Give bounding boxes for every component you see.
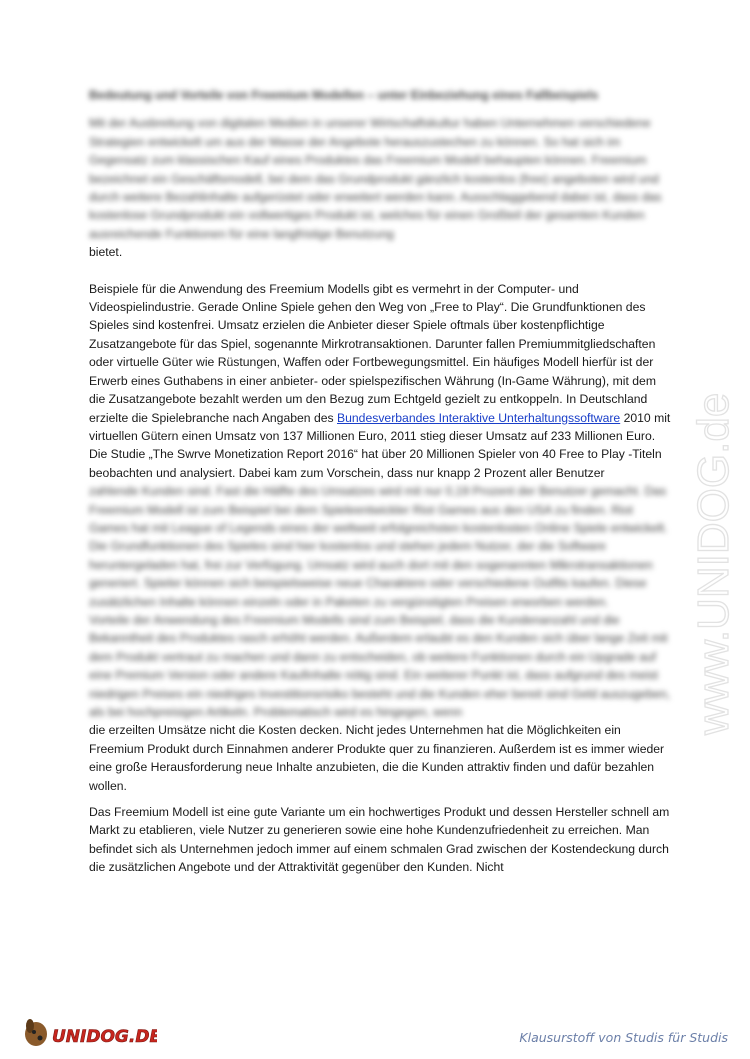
biu-link[interactable]: Bundesverbandes Interaktive Unterhaltungssoftware bbox=[337, 410, 621, 425]
intro-paragraph-end: bietet. bbox=[89, 245, 123, 260]
examples-text: Beispiele für die Anwendung des Freemium Modells gibt es vermehrt in der Computer- und Videospielindustrie. Gerade Online Spiele gehen den Weg von „Free to Play“. Die Grundfunktionen des Spieles sind kostenfrei. Umsatz erzielen die Anbieter dieser Spiele oftmals über kostenpflichtige Zusatzangebote für das Spiel, sogenannte Mirkrotransaktionen. Darunter fallen Premiummitgliedschaften oder virtuelle Güter wie Rüstungen, Waffen oder Fortbewegungsmittel. Ein häufiges Modell hierfür ist der Erwerb eines Guthabens in einer anbieter- oder spielspezifischen Währung (In-Game Währung), mit dem die Zusatzangebote bezahlt werden um den Bezug zum Echtgeld gezielt zu entkoppeln. In Deutschland erzielte die Spielebranche nach Angaben des bbox=[89, 281, 656, 425]
logo-text: UNIDOG.DE bbox=[52, 1027, 157, 1047]
riot-games-paragraph: zahlende Kunden sind. Fast die Hälfte des Umsatzes wird mit nur 0,19 Prozent der Benutzer gemacht. Das Freemium Modell ist zum Beispiel bei dem Spieleentwickler Riot Games aus den USA zu finden. Riot Games hat mit League of Legends eines der weltweit erfolgreichsten kostenlosten Online Spiele entwickelt. Die Grundfunktionen des Spieles sind hier kostenlos und stehen jedem Nutzer, der die Software heruntergeladen hat, frei zur Verfügung. Umsatz wird auch dort mit den sogenannten Mikrotransaktionen generiert. Spieler können sich beispielsweise neue Charaktere oder verschiedene Outfits kaufen. Diese zusätzlichen Inhalte können einzeln oder in Paketen zu vergünstigten Preisen erworben werden. bbox=[89, 484, 668, 609]
watermark-text: www.UNIDOG.de bbox=[690, 392, 738, 735]
intro-paragraph: Mit der Ausbreitung von digitalen Medien in unserer Wirtschaftskultur haben Unternehmen verschiedene Strategien entwickelt um aus der Masse der Angebote herauszustechen zu können. So hat sich im Gegensatz zum klassischen Kauf eines Produktes das Freemium Modell behaupten können. Freemium bezeichnet ein Geschäftsmodell, bei dem das Grundprodukt gänzlich kostenlos (free) angeboten wird und durch weitere Bezahlinhalte aufgerüstet oder erweitert werden kann. Ausschlaggebend dabei ist, dass das kostenlose Grundprodukt ein vollwertiges Produkt ist, welches für einen Großteil der gesamten Kunden ausreichende Funktionen für eine langfristige Benutzung bbox=[89, 116, 662, 241]
watermark bbox=[690, 270, 740, 740]
study-paragraph: Die Studie „The Swrve Monetization Report 2016“ hat über 20 Millionen Spieler von 40 Free to Play -Titeln beobachten und analysiert. Dabei kam zum Vorschein, dass nur knapp 2 Prozent aller Benutzer bbox=[89, 447, 662, 480]
unidog-logo[interactable] bbox=[22, 1012, 157, 1052]
document-title: Bedeutung und Vorteile von Freemium Modellen – unter Einbeziehung eines Fallbeispiels bbox=[89, 88, 599, 102]
footer-tagline: Klausurstoff von Studis für Studis bbox=[519, 1030, 728, 1045]
advantages-paragraph: Vorteile der Anwendung des Freemium Modells sind zum Beispiel, dass die Kundenanzahl und die Bekanntheit des Produktes rasch erhöht werden. Außerdem erlaubt es den Kunden sich über lange Zeit mit dem Produkt vertraut zu machen und dann zu entscheiden, ob weitere Funktionen durch ein Upgrade auf eine Premium Version oder andere Kaufinhalte nötig sind. Ein weiterer Punkt ist, dass aufgrund des meist niedrigen Preises ein niedriges Investitionsrisiko besteht und die Kunden eher bereit sind Geld auszugeben, als bei hochpreisigen Artikeln. Problematisch wird es hingegen, wenn bbox=[89, 612, 671, 719]
conclusion-paragraph: Das Freemium Modell ist eine gute Variante um ein hochwertiges Produkt und dessen Hersteller schnell am Markt zu etablieren, viele Nutzer zu generieren sowie eine hohe Kundenzufriedenheit zu erreichen. Man befindet sich als Unternehmen jedoch immer auf einem schmalen Grad zwischen der Kostendeckung durch die zusätzlichen Angebote und der Attraktivität gegenüber den Kunden. Nicht bbox=[89, 805, 670, 875]
advantages-paragraph-end: die erzeilten Umsätze nicht die Kosten decken. Nicht jedes Unternehmen hat die Möglichkeiten ein Freemium Produkt durch Einnahmen anderer Produkte quer zu finanzieren. Außerdem ist es immer wieder eine große Herausforderung neue Inhalte anzubieten, die die Kunden attraktiv finden und dafür bezahlen wollen. bbox=[89, 723, 665, 793]
examples-paragraph bbox=[89, 280, 671, 446]
examples-text-end: 2010 mit virtuellen Gütern einen Umsatz von 137 Millionen Euro, 2011 stieg dieser Umsatz auf 233 Millionen Euro. bbox=[89, 410, 671, 443]
document-body bbox=[89, 86, 671, 877]
